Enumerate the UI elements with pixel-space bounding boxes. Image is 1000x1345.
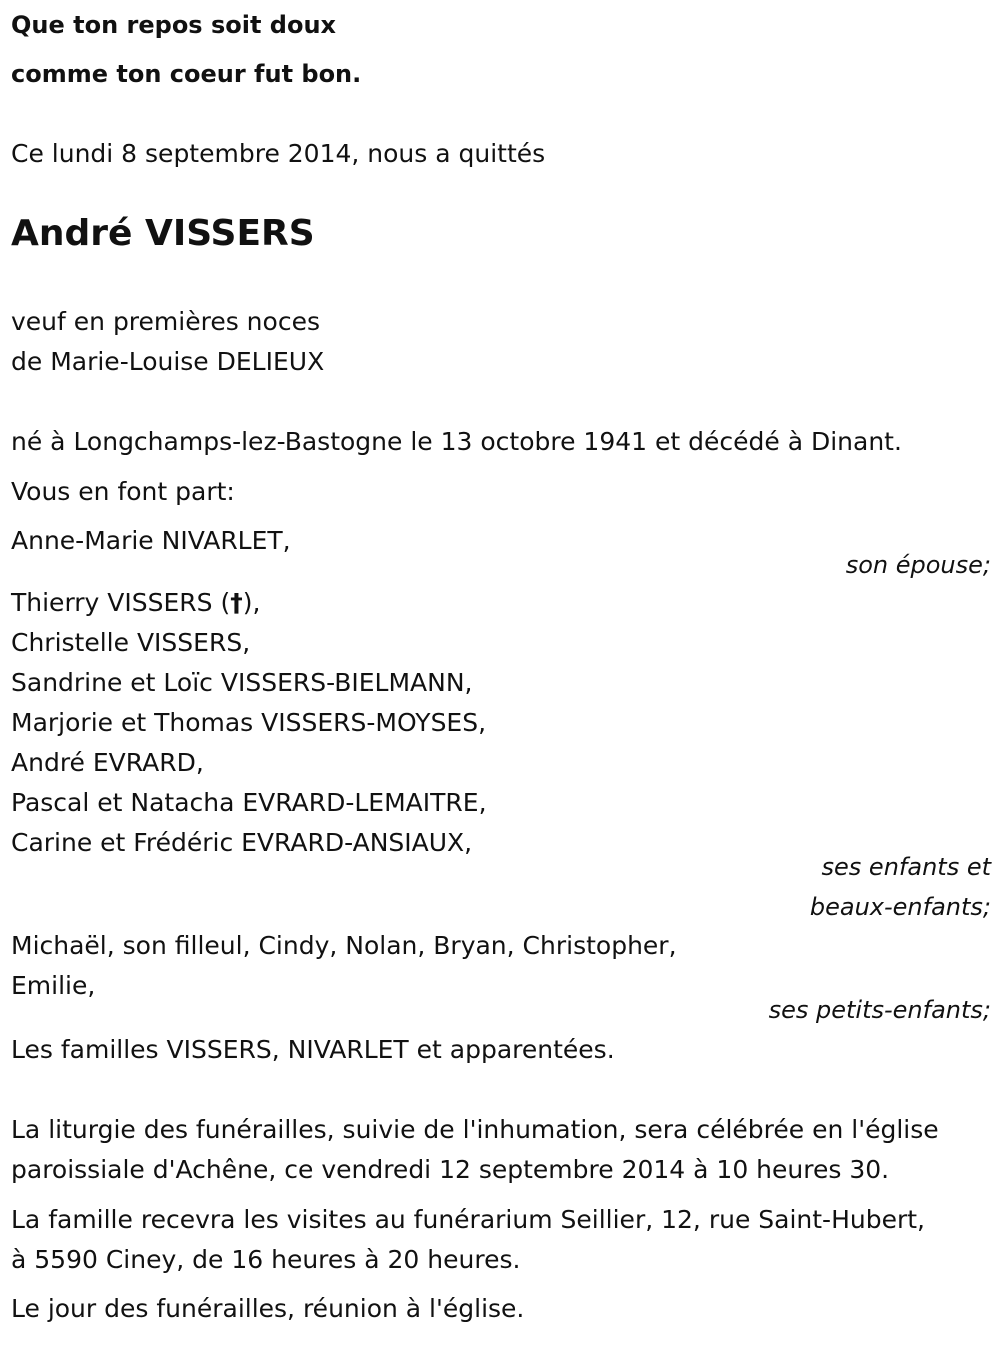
widower-line-1: veuf en premières noces <box>11 307 320 336</box>
child-line: Sandrine et Loïc VISSERS-BIELMANN, <box>11 668 473 697</box>
funeral-line-1: La liturgie des funérailles, suivie de l'inhumation, sera célébrée en l'église <box>11 1115 939 1144</box>
epigraph-line-1: Que ton repos soit doux <box>11 11 337 39</box>
funeral-line-2: paroissiale d'Achêne, ce vendredi 12 septembre 2014 à 10 heures 30. <box>11 1155 890 1184</box>
spouse-role: son épouse; <box>845 551 991 579</box>
child-line: Marjorie et Thomas VISSERS-MOYSES, <box>11 708 487 737</box>
grandchildren-role: ses petits-enfants; <box>768 996 991 1024</box>
epigraph-line-2: comme ton coeur fut bon. <box>11 60 362 88</box>
child-line: Christelle VISSERS, <box>11 628 251 657</box>
meeting-text: Le jour des funérailles, réunion à l'église. <box>11 1294 525 1323</box>
intro-text: Ce lundi 8 septembre 2014, nous a quittés <box>11 139 546 168</box>
cross-icon: † <box>230 588 243 617</box>
widower-line-2: de Marie-Louise DELIEUX <box>11 347 325 376</box>
deceased-name: André VISSERS <box>11 213 315 254</box>
child-line: Carine et Frédéric EVRARD-ANSIAUX, <box>11 828 473 857</box>
children-role-line-1: ses enfants et <box>821 853 991 881</box>
announce-text: Vous en font part: <box>11 477 235 506</box>
visits-line-2: à 5590 Ciney, de 16 heures à 20 heures. <box>11 1245 521 1274</box>
child-thierry <box>11 588 260 618</box>
children-role-line-2: beaux-enfants; <box>809 893 991 921</box>
spouse-name: Anne-Marie NIVARLET, <box>11 526 291 555</box>
families-text: Les familles VISSERS, NIVARLET et apparentées. <box>11 1035 615 1064</box>
visits-line-1: La famille recevra les visites au funérarium Seillier, 12, rue Saint-Hubert, <box>11 1205 925 1234</box>
child-line: Pascal et Natacha EVRARD-LEMAITRE, <box>11 788 487 817</box>
birth-death-text: né à Longchamps-lez-Bastogne le 13 octobre 1941 et décédé à Dinant. <box>11 427 902 456</box>
grandchildren-line-2: Emilie, <box>11 971 96 1000</box>
child-thierry-name: Thierry VISSERS ( <box>11 588 231 617</box>
grandchildren-line-1: Michaël, son filleul, Cindy, Nolan, Bryan, Christopher, <box>11 931 677 960</box>
child-line: André EVRARD, <box>11 748 204 777</box>
child-thierry-end: ), <box>242 588 261 617</box>
